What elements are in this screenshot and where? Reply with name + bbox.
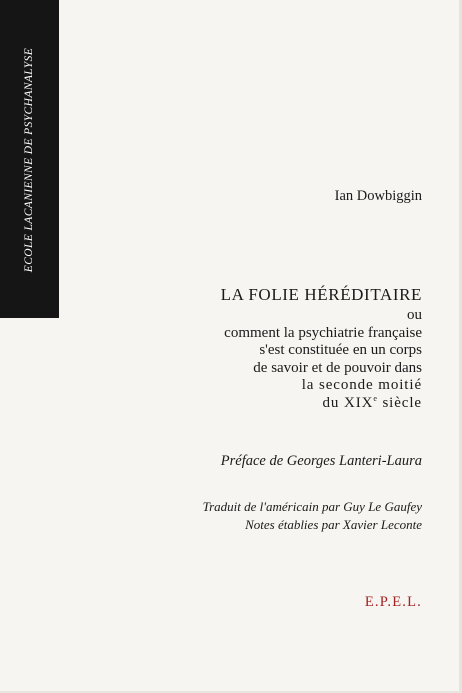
subtitle-line: la seconde moitié: [301, 377, 422, 393]
title-block: [221, 285, 422, 412]
collection-band: [0, 0, 59, 318]
subtitle-line: de savoir et de pouvoir dans: [253, 359, 422, 376]
credits-block: [203, 498, 422, 534]
book-title: LA FOLIE HÉRÉDITAIRE: [220, 285, 422, 304]
subtitle-line: s'est constituée en un corps: [259, 342, 422, 358]
subtitle-line: ou: [407, 307, 422, 323]
century-superscript: e: [373, 393, 378, 403]
century-suffix: siècle: [377, 394, 422, 411]
notes-credit: Notes établies par Xavier Leconte: [245, 517, 422, 532]
preface-credit: Préface de Georges Lanteri-Laura: [220, 453, 422, 469]
collection-name: ECOLE LACANIENNE DE PSYCHANALYSE: [23, 47, 35, 273]
author-name: Ian Dowbiggin: [334, 188, 422, 204]
publisher-name: E.P.E.L.: [364, 594, 422, 610]
translation-credit: Traduit de l'américain par Guy Le Gaufey: [202, 499, 422, 514]
book-subtitle: [221, 307, 422, 412]
subtitle-century-line: [221, 395, 422, 413]
century-prefix: du XIX: [322, 394, 374, 411]
subtitle-line: comment la psychiatrie française: [224, 324, 422, 341]
